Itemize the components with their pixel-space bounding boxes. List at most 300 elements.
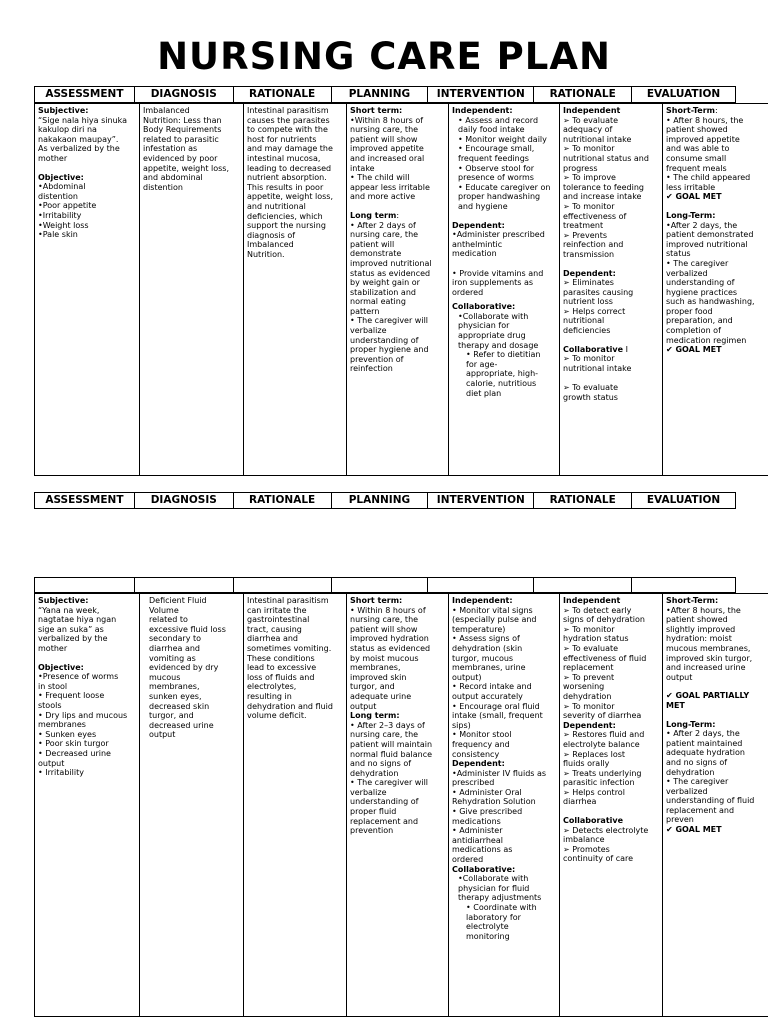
text-line: hygiene practices	[666, 287, 738, 297]
text-line: • Irritability	[38, 768, 84, 778]
empty-cell	[534, 578, 632, 593]
diagnosis-text	[143, 106, 240, 192]
text-line: normal fluid balance	[350, 749, 433, 759]
text-line: ➢ Helps correct	[563, 306, 626, 316]
text-line: kakulop diri na	[38, 125, 97, 135]
text-line: reinfection	[350, 364, 393, 374]
text-line: ➢ To monitor	[563, 701, 615, 711]
text-line: ➢ Promotes	[563, 844, 610, 854]
text-line	[452, 259, 556, 269]
text-line: preparation, and	[666, 316, 733, 326]
text-line: patient will	[350, 239, 395, 249]
objective-text	[38, 672, 136, 778]
text-line: membranes,	[350, 663, 401, 673]
text-line: ➢ To monitor	[563, 201, 615, 211]
text-line: output	[350, 701, 377, 711]
text-line: and abdominal	[143, 173, 203, 183]
text-line: physician for	[458, 321, 510, 331]
independent-text	[452, 116, 556, 212]
text-line: volume deficit.	[247, 711, 307, 721]
text-line: by moist mucous	[350, 653, 419, 663]
long-term-label: Long-Term:	[666, 210, 716, 220]
text-line: antidiarrheal	[452, 835, 503, 845]
text-line: nagtatae hiya ngan	[38, 615, 117, 625]
text-line: parasitic infection	[563, 778, 635, 788]
text-line: • Coordinate with	[466, 903, 537, 912]
subjective-text	[38, 116, 136, 164]
text-line: presence of worms	[458, 173, 534, 183]
rationale-cell	[244, 104, 347, 476]
text-line: signs of dehydration	[563, 615, 645, 625]
short-term-label: Short term:	[350, 596, 403, 605]
text-line: •Collaborate with	[458, 311, 529, 321]
subjective-label: Subjective:	[38, 596, 89, 605]
text-line: patient maintained	[666, 738, 743, 748]
text-line: monitoring	[466, 931, 510, 941]
text-line: ordered	[452, 287, 484, 297]
goal-partially-met-badge	[666, 691, 768, 710]
text-line: Imbalanced	[143, 106, 190, 115]
text-line: status as evidenced	[350, 268, 431, 278]
text-line: • Observe stool for	[458, 163, 535, 173]
text-line: MET	[666, 700, 685, 710]
text-line: deficiencies, which	[247, 211, 323, 221]
text-line: proper food	[666, 306, 713, 316]
text-line: verbalize	[350, 326, 387, 336]
header-rationale-2: RATIONALE	[534, 87, 632, 103]
subjective-text	[38, 606, 136, 654]
text-line: Nutrition.	[247, 249, 285, 259]
text-line: nutritional intake	[563, 363, 632, 373]
text-line: and no signs of	[350, 759, 412, 769]
text-line: output	[38, 758, 65, 768]
text-line: improved nutritional	[350, 258, 432, 268]
assessment-cell	[35, 104, 140, 476]
text-line: prescribed	[452, 778, 495, 788]
independent-label: Independent:	[452, 596, 513, 605]
text-line: and hygiene	[458, 201, 508, 211]
text-line: electrolyte balance	[563, 739, 640, 749]
collaborative-rationale-text	[563, 826, 659, 864]
text-line: • Monitor stool	[452, 730, 512, 740]
text-line: normal eating	[350, 297, 406, 307]
text-line: • Record intake and	[452, 682, 532, 692]
text-line: • The caregiver will	[350, 316, 429, 326]
text-line: dehydration and fluid	[247, 701, 333, 711]
text-line: reinfection and	[563, 240, 624, 250]
text-line: improved hydration	[350, 634, 429, 644]
text-line: adequacy of	[563, 125, 613, 135]
text-line: membranes, urine	[452, 663, 526, 673]
care-plan-1-header	[34, 86, 736, 103]
intervention-cell	[449, 594, 560, 1017]
text-line: This results in poor	[247, 182, 324, 192]
text-line: can irritate the	[247, 605, 307, 615]
text-line: Imbalanced	[247, 240, 294, 250]
text-line: replacement and	[666, 805, 735, 815]
subjective-label: Subjective:	[38, 106, 89, 115]
text-line: parasites causing	[563, 287, 634, 297]
care-plan-2-header	[34, 492, 736, 509]
text-line: improved appetite	[666, 134, 740, 144]
text-line: stabilization and	[350, 287, 416, 297]
text-line: Nutrition: Less than	[143, 115, 222, 125]
text-line: turgor, and	[149, 711, 194, 721]
text-line: ✔ GOAL PARTIALLY	[666, 691, 750, 701]
text-line: turgor, and	[350, 682, 395, 692]
text-line: preven	[666, 815, 694, 825]
text-line: • After 2 days of	[350, 220, 416, 230]
text-line: in stool	[38, 681, 68, 691]
text-line: verbalize	[350, 787, 387, 797]
text-line: prevention of	[350, 354, 404, 364]
text-line: Intestinal parasitism	[247, 596, 329, 605]
objective-text	[38, 182, 136, 240]
text-line: • The child appeared	[666, 173, 751, 183]
text-line: electrolyte	[466, 922, 509, 932]
text-line: slightly improved	[666, 624, 736, 634]
text-line: • Assess signs of	[452, 634, 520, 644]
text-line: replacement	[563, 663, 614, 673]
empty-cell	[632, 578, 736, 593]
text-line: • The caregiver	[666, 777, 729, 787]
text-line: causes the parasites	[247, 115, 330, 125]
text-line: • Encourage small,	[458, 144, 535, 154]
short-term-colon: :	[714, 106, 718, 115]
short-term-label: Short-Term	[666, 106, 715, 115]
text-line: dehydration	[563, 691, 612, 701]
empty-cell	[428, 578, 534, 593]
text-line: •Within 8 hours of	[350, 115, 424, 125]
text-line: sunken eyes,	[149, 691, 202, 701]
text-line: electrolytes,	[247, 682, 297, 692]
page-title: NURSING CARE PLAN	[157, 35, 611, 78]
text-line: nutrient absorption.	[247, 173, 327, 183]
text-line: sige an suka” as	[38, 624, 104, 634]
long-term-text	[350, 221, 445, 375]
text-line: membranes,	[149, 682, 200, 692]
text-line: •Poor appetite	[38, 201, 97, 211]
text-line: • Monitor weight daily	[458, 134, 547, 144]
text-line: nutritional intake	[563, 134, 632, 144]
text-line: fluids orally	[563, 759, 610, 769]
text-line: intake (small, frequent	[452, 711, 543, 721]
rationale-text	[247, 596, 343, 721]
text-line: ➢ Replaces lost	[563, 749, 626, 759]
objective-label: Objective:	[38, 172, 84, 182]
text-line: and was able to	[666, 144, 730, 154]
text-line: frequent meals	[666, 163, 727, 173]
text-line: •Administer IV fluids as	[452, 768, 547, 778]
long-term-text	[350, 721, 445, 836]
text-line: •Abdominal	[38, 182, 86, 192]
text-line: appetite, weight loss,	[143, 163, 229, 173]
text-line: dehydration	[350, 768, 399, 778]
header-intervention: INTERVENTION	[428, 493, 534, 509]
short-term-evaluation-text	[666, 116, 768, 193]
text-line: status as evidenced	[350, 643, 431, 653]
independent-label: Independent	[563, 106, 621, 115]
collaborative-subtext	[452, 350, 556, 398]
short-term-text	[350, 606, 445, 712]
header-rationale: RATIONALE	[233, 493, 331, 509]
text-line: sometimes vomiting.	[247, 643, 332, 653]
text-line: ➢ To evaluate	[563, 383, 619, 393]
text-line: • The child will	[350, 173, 410, 183]
text-line: ➢ To evaluate	[563, 643, 619, 653]
text-line: and no signs of	[666, 757, 728, 767]
text-line: such as handwashing,	[666, 297, 755, 307]
rationale-2-cell	[560, 594, 663, 1017]
header-diagnosis: DIAGNOSIS	[134, 87, 233, 103]
text-line: appropriate, high-	[466, 369, 539, 379]
text-line: physician for fluid	[458, 883, 530, 893]
text-line: treatment	[563, 221, 604, 231]
text-line: support the nursing	[247, 221, 326, 231]
long-term-heading	[350, 211, 445, 221]
text-line: effectiveness of fluid	[563, 653, 647, 663]
text-line: related to parasitic	[143, 134, 219, 144]
text-line: distention	[143, 182, 183, 192]
short-term-evaluation-text	[666, 606, 768, 683]
text-line: • Dry lips and mucous	[38, 710, 128, 720]
collaborative-label: Collaborative	[563, 816, 624, 826]
text-line: understanding of	[350, 797, 419, 807]
diagnosis-text	[143, 596, 240, 740]
collaborative-suffix: I	[623, 344, 628, 354]
text-line: ➢ Treats underlying	[563, 768, 642, 778]
text-line: appetite, weight loss,	[247, 192, 333, 202]
evaluation-cell	[663, 104, 768, 476]
text-line: distention	[38, 191, 78, 201]
text-line: growth status	[563, 392, 618, 402]
text-line: ➢ To monitor	[563, 144, 615, 154]
text-line: host for nutrients	[247, 134, 317, 144]
short-term-text	[350, 116, 445, 202]
header-diagnosis: DIAGNOSIS	[134, 493, 233, 509]
text-line: less irritable	[666, 182, 716, 192]
goal-met-badge: ✔ GOAL MET	[666, 345, 722, 355]
goal-met-badge: ✔ GOAL MET	[666, 825, 722, 835]
text-line: •After 8 hours, the	[666, 605, 741, 615]
text-line: mucous	[149, 672, 181, 682]
text-line: temperature)	[452, 624, 506, 634]
text-line: verbalized by the	[38, 634, 108, 644]
text-line: patient will show	[350, 134, 418, 144]
text-line: intestinal mucosa,	[247, 153, 321, 163]
diagnosis-cell	[140, 104, 244, 476]
text-line: • Poor skin turgor	[38, 739, 109, 749]
care-plan-2-empty-row	[34, 577, 736, 593]
short-term-label: Short term:	[350, 106, 403, 115]
care-plan-2-body	[34, 593, 768, 1017]
empty-cell	[134, 578, 233, 593]
text-line: and nutritional	[247, 201, 306, 211]
header-assessment: ASSESSMENT	[35, 87, 135, 103]
text-line: nursing care, the	[350, 230, 419, 240]
text-line: and may damage the	[247, 144, 333, 154]
text-line: (especially pulse and	[452, 615, 537, 625]
text-line: improved appetite	[350, 144, 424, 154]
dependent-rationale-text	[563, 278, 659, 336]
dependent-label: Dependent:	[563, 720, 616, 730]
text-line: worsening	[563, 682, 605, 692]
text-line: ➢ To detect early	[563, 605, 632, 615]
text-line: • Administer	[452, 826, 503, 836]
collaborative-label: Collaborative:	[452, 864, 516, 874]
text-line: demonstrate	[350, 249, 402, 259]
collaborative-text	[452, 312, 556, 350]
text-line: ➢ Helps control	[563, 787, 625, 797]
independent-label: Independent	[563, 596, 621, 605]
independent-rationale-text	[563, 606, 659, 721]
text-line: evidenced by poor	[143, 153, 218, 163]
text-line: nakakaon maupay”.	[38, 134, 119, 144]
collaborative-text	[452, 874, 556, 903]
text-line: patient showed	[666, 125, 728, 135]
text-line: secondary to	[149, 634, 202, 644]
text-line: improved nutritional	[666, 239, 748, 249]
text-line: adequate urine	[350, 691, 412, 701]
text-line: • The caregiver will	[350, 778, 429, 788]
text-line: patient showed	[666, 615, 728, 625]
text-line: laboratory for	[466, 912, 521, 922]
text-line: As verbalized by the	[38, 144, 120, 154]
text-line: imbalance	[563, 835, 605, 845]
text-line: appropriate drug	[458, 331, 526, 341]
text-line: dehydration	[666, 767, 715, 777]
text-line: ➢ Restores fluid and	[563, 730, 645, 740]
text-line: status	[666, 249, 691, 259]
text-line: • The caregiver	[666, 258, 729, 268]
planning-cell	[347, 594, 449, 1017]
text-line: improved skin	[350, 672, 407, 682]
text-line: • Educate caregiver on	[458, 182, 551, 192]
goal-met-badge: ✔ GOAL MET	[666, 192, 722, 202]
text-line: Rehydration Solution	[452, 797, 536, 807]
header-evaluation: EVALUATION	[632, 493, 736, 509]
text-line: ➢ Eliminates	[563, 278, 614, 288]
text-line: patient will show	[350, 624, 418, 634]
long-term-label: Long term:	[350, 711, 400, 721]
text-line: output accurately	[452, 691, 523, 701]
text-line: vomiting as	[149, 653, 196, 663]
text-line: calorie, nutritious	[466, 379, 537, 389]
text-line: medication	[452, 249, 497, 259]
text-line: understanding of	[350, 335, 419, 345]
text-line: diarrhea and	[149, 643, 200, 653]
text-line: therapy and dosage	[458, 340, 539, 350]
planning-cell	[347, 104, 449, 476]
text-line: ➢ Detects electrolyte	[563, 825, 649, 835]
text-line: • After 2–3 days of	[350, 720, 425, 730]
text-line: and increased oral	[350, 153, 425, 163]
text-line: nursing care, the	[350, 125, 419, 135]
text-line: patient demonstrated	[666, 230, 754, 240]
text-line: patient will maintain	[350, 739, 433, 749]
text-line: improved skin turgor,	[666, 653, 753, 663]
text-line: related to	[149, 615, 188, 625]
care-plan-1-body	[34, 103, 768, 476]
text-line: ➢ To monitor	[563, 354, 615, 364]
short-term-heading	[666, 106, 768, 116]
text-line: diet plan	[466, 388, 502, 398]
text-line: and more active	[350, 192, 416, 202]
text-line: progress	[563, 163, 598, 173]
text-line: •Pale skin	[38, 230, 78, 240]
collaborative-heading	[563, 345, 659, 355]
text-line: •Irritability	[38, 210, 82, 220]
dependent-label: Dependent:	[452, 220, 505, 230]
text-line: •Weight loss	[38, 220, 89, 230]
text-line: diagnosis of	[247, 230, 296, 240]
text-line: • Within 8 hours of	[350, 605, 426, 615]
text-line: •Presence of worms	[38, 672, 119, 682]
text-line: dehydration (skin	[452, 643, 523, 653]
empty-cell	[331, 578, 428, 593]
text-line: lead to excessive	[247, 663, 317, 673]
header-intervention: INTERVENTION	[428, 87, 534, 103]
text-line: output	[149, 730, 176, 740]
rationale-2-cell	[560, 104, 663, 476]
text-line: tract, causing	[247, 624, 302, 634]
independent-text	[452, 606, 556, 760]
text-line: excessive fluid loss	[149, 624, 226, 634]
evaluation-cell	[663, 594, 768, 1017]
text-line: • Monitor vital signs	[452, 605, 533, 615]
text-line: replacement and	[350, 816, 419, 826]
text-line: nutritional status and	[563, 153, 649, 163]
header-evaluation: EVALUATION	[632, 87, 736, 103]
text-line: nursing care, the	[350, 730, 419, 740]
assessment-cell	[35, 594, 140, 1017]
collaborative-label: Collaborative	[563, 344, 624, 354]
text-line: decreased urine	[149, 720, 214, 730]
dependent-text	[452, 769, 556, 865]
text-line	[563, 373, 659, 383]
independent-rationale-text	[563, 116, 659, 260]
text-line: proper handwashing	[458, 192, 541, 202]
text-line: • Assess and record	[458, 115, 539, 125]
text-line: medications	[452, 816, 501, 826]
text-line: hydration: moist	[666, 634, 732, 644]
text-line: tolerance to feeding	[563, 182, 644, 192]
collaborative-rationale-text	[563, 354, 659, 402]
long-term-label: Long-Term:	[666, 719, 716, 729]
text-line: mother	[38, 153, 68, 163]
text-line: ordered	[452, 855, 484, 865]
text-line: sips)	[452, 720, 471, 730]
empty-cell	[233, 578, 331, 593]
dependent-text	[452, 230, 556, 297]
collaborative-subtext	[452, 903, 556, 941]
text-line: resulting in	[247, 691, 292, 701]
text-line: deficiencies	[563, 326, 611, 336]
rationale-cell	[244, 594, 347, 1017]
text-line: transmission	[563, 249, 615, 259]
text-line: Volume	[149, 605, 179, 615]
text-line: medication regimen	[666, 335, 747, 345]
text-line: Intestinal parasitism	[247, 106, 329, 115]
text-line: “Yana na week,	[38, 605, 100, 615]
header-planning: PLANNING	[331, 493, 428, 509]
text-line: pattern	[350, 306, 380, 316]
text-line: gastrointestinal	[247, 615, 310, 625]
short-term-label: Short-Term:	[666, 596, 719, 605]
text-line: for age-	[466, 359, 498, 369]
text-line: “Sige nala hiya sinuka	[38, 115, 128, 125]
text-line: •Collaborate with	[458, 874, 529, 884]
